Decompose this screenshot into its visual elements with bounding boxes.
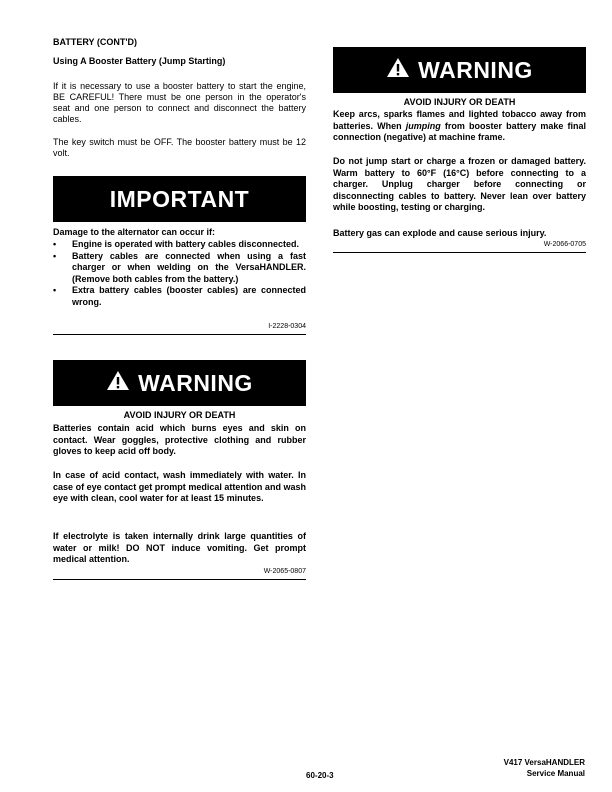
warning-acid-paragraph-2: In case of acid contact, wash immediately with water. In case of eye contact get prompt medical attention and wash eye with clean, cool water for at least 15 minutes. <box>53 470 306 503</box>
intro-paragraph-1: If it is necessary to use a booster battery to start the engine, BE CAREFUL! There must be one person in the operator's seat and one person to connect and disconnect the battery cables. <box>53 81 306 124</box>
list-item <box>53 239 306 251</box>
divider <box>333 252 586 253</box>
emphasis-jumping: jumping <box>405 120 441 131</box>
important-banner-label: IMPORTANT <box>109 185 250 212</box>
important-list <box>53 239 306 308</box>
warning-acid-code: W-2065-0807 <box>263 568 306 575</box>
warning-heading: AVOID INJURY OR DEATH <box>403 97 516 107</box>
warning-jump-paragraph-1: Keep arcs, sparks flames and lighted tobacco away from batteries. When jumping from booster battery make final connection (negative) at machine frame. <box>333 109 586 142</box>
list-item <box>53 251 306 286</box>
important-code: I-2228-0304 <box>268 323 306 330</box>
section-title: BATTERY (CONT'D) <box>53 37 137 47</box>
important-banner <box>53 176 306 222</box>
warning-triangle-icon <box>386 57 410 83</box>
bullet-icon: • <box>53 250 57 261</box>
warning-jump-code: W-2066-0705 <box>543 241 586 248</box>
footer-title <box>504 757 585 779</box>
warning-banner-acid <box>53 360 306 406</box>
list-item-text: Extra battery cables (booster cables) are connected wrong. <box>72 285 306 307</box>
warning-banner-label: WARNING <box>418 56 533 83</box>
warning-banner-jump <box>333 47 586 93</box>
list-item-text: Engine is operated with battery cables disconnected. <box>72 239 300 249</box>
bullet-icon: • <box>53 239 57 249</box>
divider <box>53 334 306 335</box>
warning-triangle-icon <box>106 370 130 396</box>
warning-acid-paragraph-1: Batteries contain acid which burns eyes and skin on contact. Wear goggles, protective clothing and rubber gloves to keep acid off body. <box>53 423 306 456</box>
divider <box>53 579 306 580</box>
warning-acid-paragraph-3: If electrolyte is taken internally drink large quantities of water or milk! DO NOT induce vomiting. Get prompt medical attention. <box>53 531 306 564</box>
list-item <box>53 285 306 308</box>
subsection-title: Using A Booster Battery (Jump Starting) <box>53 56 226 66</box>
warning-jump-paragraph-2: Do not jump start or charge a frozen or damaged battery. Warm battery to 60°F (16°C) before connecting to a charger. Unplug charger before connecting or disconnecting cables to battery. Never lean over battery while boosting, testing or charging. <box>333 156 586 212</box>
footer-model: V417 VersaHANDLER <box>503 758 585 767</box>
bullet-icon: • <box>53 285 57 295</box>
warning-jump-paragraph-3: Battery gas can explode and cause serious injury. <box>333 228 547 238</box>
page-number: 60-20-3 <box>306 771 334 780</box>
intro-paragraph-2: The key switch must be OFF. The booster battery must be 12 volt. <box>53 137 306 158</box>
footer-manual: Service Manual <box>526 769 585 778</box>
warning-heading: AVOID INJURY OR DEATH <box>123 410 236 420</box>
warning-banner-label: WARNING <box>138 369 253 396</box>
important-lead: Damage to the alternator can occur if: <box>53 227 216 237</box>
list-item-text: Battery cables are connected when using a fast charger or when welding on the VersaHANDLER. (Remove both cables from the battery.) <box>72 250 306 284</box>
